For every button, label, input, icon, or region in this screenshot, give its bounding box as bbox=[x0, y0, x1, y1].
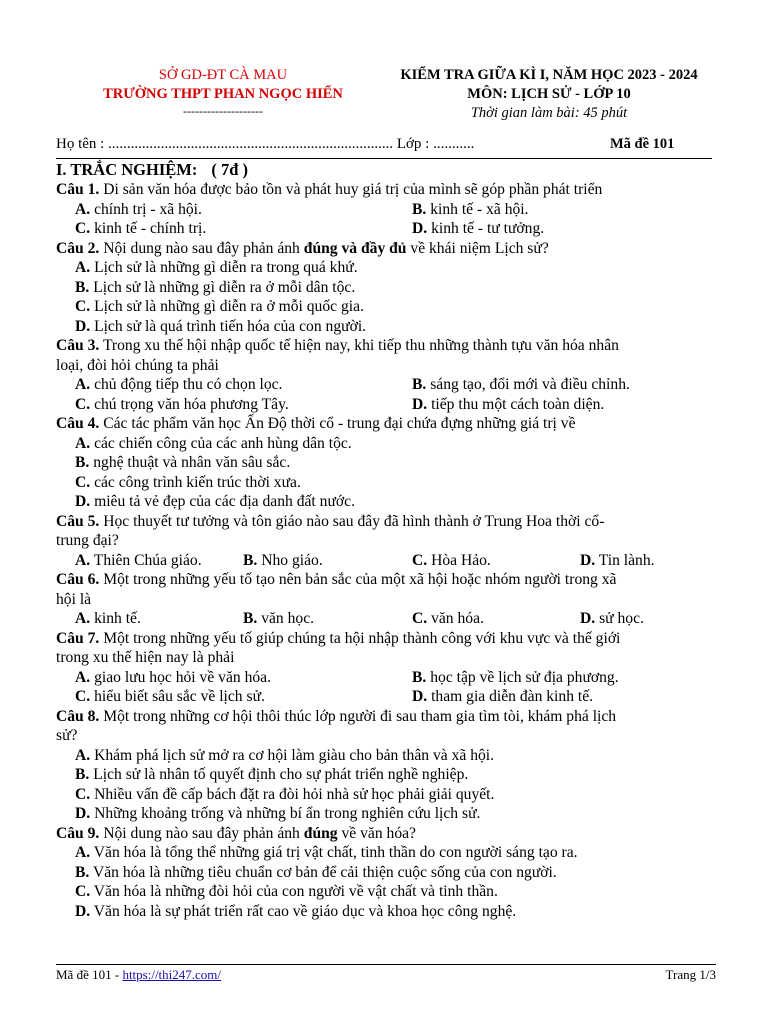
option-key: D. bbox=[75, 805, 91, 822]
option-key: D. bbox=[412, 220, 428, 237]
school-name: TRƯỜNG THPT PHAN NGỌC HIỂN bbox=[103, 86, 343, 102]
question-number: Câu 8. bbox=[56, 707, 100, 725]
option-text: Nhiều vấn đề cấp bách đặt ra đòi hỏi nhà sử học phải giải quyết. bbox=[94, 785, 495, 803]
exam-title: KIỂM TRA GIỮA KÌ I, NĂM HỌC 2023 - 2024 bbox=[400, 67, 698, 83]
question-text: Học thuyết tư tưởng và tôn giáo nào sau đây đã hình thành ở Trung Hoa thời cổ- bbox=[103, 512, 605, 530]
question bbox=[56, 239, 716, 337]
footer-link[interactable]: https://thi247.com/ bbox=[122, 967, 222, 982]
question-stem bbox=[56, 239, 716, 259]
option-text: Văn hóa là sự phát triển rất cao về giáo dục và khoa học công nghệ. bbox=[93, 902, 517, 920]
option-text: miêu tả vẻ đẹp của các địa danh đất nước. bbox=[94, 493, 355, 510]
option-key: C. bbox=[75, 785, 91, 803]
question-text: Nội dung nào sau đây phản ánh bbox=[103, 824, 300, 842]
option-text: kinh tế. bbox=[94, 610, 141, 627]
option-key: D. bbox=[580, 551, 596, 569]
answer-option bbox=[412, 551, 491, 571]
question-text: về khái niệm Lịch sử? bbox=[410, 239, 549, 257]
question-stem bbox=[56, 180, 716, 200]
question bbox=[56, 336, 716, 414]
option-key: A. bbox=[75, 434, 91, 452]
answer-option bbox=[56, 785, 716, 805]
option-key: C. bbox=[75, 220, 91, 237]
question-text: Một trong những yếu tố giúp chúng ta hội nhập thành công với khu vực và thế giới bbox=[103, 629, 621, 647]
footer-rule bbox=[56, 964, 716, 965]
option-text: hiểu biết sâu sắc về lịch sử. bbox=[94, 688, 265, 705]
option-key: A. bbox=[75, 259, 91, 276]
section-title: I. TRẮC NGHIỆM: bbox=[56, 160, 198, 179]
answer-option bbox=[412, 200, 529, 220]
option-key: A. bbox=[75, 844, 91, 861]
option-text: Thiên Chúa giáo. bbox=[93, 551, 202, 569]
exam-code: Mã đề 101 bbox=[610, 136, 675, 152]
option-text: tham gia diễn đàn kinh tế. bbox=[431, 688, 594, 705]
option-text: Tin lành. bbox=[598, 551, 655, 569]
question-number: Câu 2. bbox=[56, 239, 100, 257]
option-text: chủ động tiếp thu có chọn lọc. bbox=[94, 376, 283, 393]
option-key: D. bbox=[580, 610, 596, 627]
answer-option-row bbox=[56, 687, 716, 707]
answer-option bbox=[412, 609, 484, 629]
option-text: sáng tạo, đổi mới và điều chỉnh. bbox=[430, 376, 630, 393]
question-text: Di sản văn hóa được bảo tồn và phát huy giá trị của mình sẽ góp phần phát triển bbox=[103, 181, 603, 198]
answer-option-row bbox=[56, 200, 716, 220]
question-text-continued: loại, đòi hỏi chúng ta phải bbox=[56, 356, 219, 374]
question-stem bbox=[56, 414, 716, 434]
school-header bbox=[82, 66, 364, 118]
question-stem bbox=[56, 336, 716, 356]
option-text: các công trình kiến trúc thời xưa. bbox=[94, 473, 301, 491]
option-key: C. bbox=[412, 610, 428, 627]
answer-option bbox=[243, 551, 323, 571]
question-stem bbox=[56, 570, 716, 590]
option-key: B. bbox=[412, 668, 427, 686]
option-key: B. bbox=[243, 610, 258, 627]
option-key: B. bbox=[75, 863, 90, 881]
option-text: Nho giáo. bbox=[261, 551, 323, 569]
exam-content bbox=[56, 160, 716, 921]
option-text: Văn hóa là tổng thể những giá trị vật chất, tinh thần do con người sáng tạo ra. bbox=[93, 844, 578, 861]
exam-duration: Thời gian làm bài: 45 phút bbox=[470, 105, 628, 121]
option-text: tiếp thu một cách toàn diện. bbox=[431, 395, 605, 413]
question-emphasis: đúng và đầy đủ bbox=[303, 239, 407, 257]
question-text: Một trong những cơ hội thôi thúc lớp người đi sau tham gia tìm tòi, khám phá lịch bbox=[103, 707, 617, 725]
option-text: Lịch sử là những gì diễn ra trong quá khứ. bbox=[94, 259, 358, 276]
question-emphasis: đúng bbox=[303, 824, 338, 842]
answer-option-row bbox=[56, 609, 716, 629]
answer-option-row bbox=[56, 668, 716, 688]
answer-option bbox=[75, 395, 289, 415]
answer-option bbox=[56, 434, 716, 454]
answer-option bbox=[75, 200, 202, 220]
question-text: Các tác phẩm văn học Ấn Độ thời cổ - trung đại chứa đựng những giá trị về bbox=[103, 415, 576, 432]
option-key: A. bbox=[75, 376, 91, 393]
question-number: Câu 4. bbox=[56, 415, 100, 432]
option-key: D. bbox=[75, 902, 91, 920]
question-text-continued: sử? bbox=[56, 727, 78, 744]
answer-option bbox=[75, 219, 206, 239]
exam-subject: MÔN: LỊCH SỬ - LỚP 10 bbox=[467, 86, 631, 102]
option-key: A. bbox=[75, 610, 91, 627]
header-rule bbox=[56, 158, 712, 159]
option-key: D. bbox=[75, 317, 91, 335]
answer-option bbox=[580, 551, 655, 571]
answer-option bbox=[56, 453, 716, 473]
option-text: Văn hóa là những tiêu chuẩn cơ bản để cải thiện cuộc sống của con người. bbox=[92, 863, 557, 881]
answer-option bbox=[243, 609, 314, 629]
answer-option bbox=[412, 375, 630, 395]
option-text: giao lưu học hỏi về văn hóa. bbox=[94, 668, 271, 686]
option-text: Lịch sử là nhân tố quyết định cho sự phát triển nghề nghiệp. bbox=[93, 766, 469, 783]
answer-option bbox=[56, 278, 716, 298]
question bbox=[56, 180, 716, 239]
question-number: Câu 7. bbox=[56, 629, 100, 647]
question-number: Câu 9. bbox=[56, 824, 100, 842]
question-text: Trong xu thế hội nhập quốc tế hiện nay, khi tiếp thu những thành tựu văn hóa nhân bbox=[102, 337, 619, 354]
option-text: văn học. bbox=[261, 610, 315, 627]
footer-code-prefix: Mã đề 101 - bbox=[56, 967, 123, 982]
question-text-continued: trong xu thế hiện nay là phải bbox=[56, 649, 235, 666]
answer-option bbox=[580, 609, 644, 629]
question-number: Câu 3. bbox=[56, 337, 100, 354]
option-key: C. bbox=[75, 395, 91, 413]
section-heading bbox=[56, 160, 716, 180]
answer-option bbox=[75, 668, 271, 688]
exam-header bbox=[378, 66, 720, 123]
footer-code bbox=[56, 967, 221, 983]
name-class-field: Họ tên : ............................................................................ Lớp : ........... bbox=[56, 136, 475, 152]
question-stem bbox=[56, 824, 716, 844]
answer-option bbox=[56, 843, 716, 863]
question-text: về văn hóa? bbox=[341, 824, 416, 842]
answer-option bbox=[56, 902, 716, 922]
option-key: B. bbox=[75, 278, 90, 296]
question-text: Nội dung nào sau đây phản ánh bbox=[103, 239, 300, 257]
answer-option bbox=[412, 395, 604, 415]
student-info-row bbox=[56, 136, 712, 156]
option-text: sử học. bbox=[599, 610, 644, 627]
answer-option bbox=[412, 668, 619, 688]
answer-option bbox=[56, 492, 716, 512]
question bbox=[56, 570, 716, 629]
header-divider: -------------------- bbox=[183, 104, 263, 118]
option-text: kinh tế - chính trị. bbox=[94, 220, 207, 237]
option-key: D. bbox=[75, 493, 91, 510]
option-key: A. bbox=[75, 551, 91, 569]
question-stem bbox=[56, 629, 716, 649]
option-key: C. bbox=[75, 298, 91, 315]
option-key: C. bbox=[75, 688, 91, 705]
page-number: Trang 1/3 bbox=[665, 967, 716, 982]
answer-option bbox=[56, 863, 716, 883]
question-stem bbox=[56, 707, 716, 727]
option-text: các chiến công của các anh hùng dân tộc. bbox=[94, 434, 352, 452]
question-text-continued: hội là bbox=[56, 590, 92, 608]
answer-option bbox=[56, 317, 716, 337]
question bbox=[56, 414, 716, 512]
option-key: D. bbox=[412, 395, 428, 413]
question bbox=[56, 629, 716, 707]
question-list bbox=[56, 180, 716, 921]
answer-option bbox=[412, 687, 593, 707]
option-key: D. bbox=[412, 688, 428, 705]
answer-option bbox=[75, 375, 282, 395]
option-key: C. bbox=[412, 551, 428, 569]
option-key: C. bbox=[75, 883, 91, 900]
option-key: B. bbox=[412, 376, 427, 393]
option-text: Lịch sử là những gì diễn ra ở mỗi quốc gia. bbox=[94, 298, 364, 315]
question-number: Câu 5. bbox=[56, 512, 100, 530]
answer-option bbox=[56, 746, 716, 766]
question-text: Một trong những yếu tố tạo nên bản sắc của một xã hội hoặc nhóm người trong xã bbox=[103, 571, 617, 588]
answer-option bbox=[75, 551, 202, 571]
option-text: Những khoảng trống và những bí ẩn trong nghiên cứu lịch sử. bbox=[94, 805, 481, 822]
answer-option-row bbox=[56, 375, 716, 395]
option-text: văn hóa. bbox=[431, 610, 484, 627]
answer-option bbox=[56, 882, 716, 902]
option-text: chú trọng văn hóa phương Tây. bbox=[94, 395, 289, 413]
option-key: B. bbox=[75, 766, 90, 783]
question bbox=[56, 824, 716, 922]
option-text: học tập về lịch sử địa phương. bbox=[430, 668, 619, 686]
question-stem bbox=[56, 512, 716, 532]
option-text: Lịch sử là quá trình tiến hóa của con người. bbox=[94, 317, 367, 335]
option-key: B. bbox=[412, 200, 427, 218]
option-text: Lịch sử là những gì diễn ra ở mỗi dân tộc. bbox=[93, 278, 356, 296]
option-text: Văn hóa là những đòi hỏi của con người về vật chất và tinh thần. bbox=[93, 883, 498, 900]
answer-option bbox=[75, 609, 141, 629]
option-key: B. bbox=[75, 454, 90, 471]
answer-option-row bbox=[56, 219, 716, 239]
option-key: B. bbox=[243, 551, 258, 569]
section-points: ( 7đ ) bbox=[211, 160, 249, 179]
department-name: SỞ GD-ĐT CÀ MAU bbox=[158, 67, 288, 83]
option-text: Hòa Hảo. bbox=[431, 551, 491, 569]
option-text: Khám phá lịch sử mở ra cơ hội làm giàu cho bản thân và xã hội. bbox=[94, 746, 495, 764]
question-text-continued: trung đại? bbox=[56, 532, 119, 549]
answer-option-row bbox=[56, 395, 716, 415]
answer-option bbox=[56, 804, 716, 824]
answer-option-row bbox=[56, 551, 716, 571]
option-text: chính trị - xã hội. bbox=[94, 200, 202, 218]
option-text: nghệ thuật và nhân văn sâu sắc. bbox=[93, 454, 291, 471]
question-number: Câu 6. bbox=[56, 571, 100, 588]
answer-option bbox=[56, 258, 716, 278]
option-key: A. bbox=[75, 200, 91, 218]
option-key: A. bbox=[75, 668, 91, 686]
answer-option bbox=[56, 473, 716, 493]
answer-option bbox=[56, 765, 716, 785]
option-text: kinh tế - xã hội. bbox=[430, 200, 529, 218]
question bbox=[56, 707, 716, 824]
option-key: C. bbox=[75, 473, 91, 491]
answer-option bbox=[75, 687, 265, 707]
option-key: A. bbox=[75, 746, 91, 764]
question bbox=[56, 512, 716, 571]
question-number: Câu 1. bbox=[56, 181, 100, 198]
answer-option bbox=[412, 219, 544, 239]
option-text: kinh tế - tư tưởng. bbox=[431, 220, 545, 237]
answer-option bbox=[56, 297, 716, 317]
